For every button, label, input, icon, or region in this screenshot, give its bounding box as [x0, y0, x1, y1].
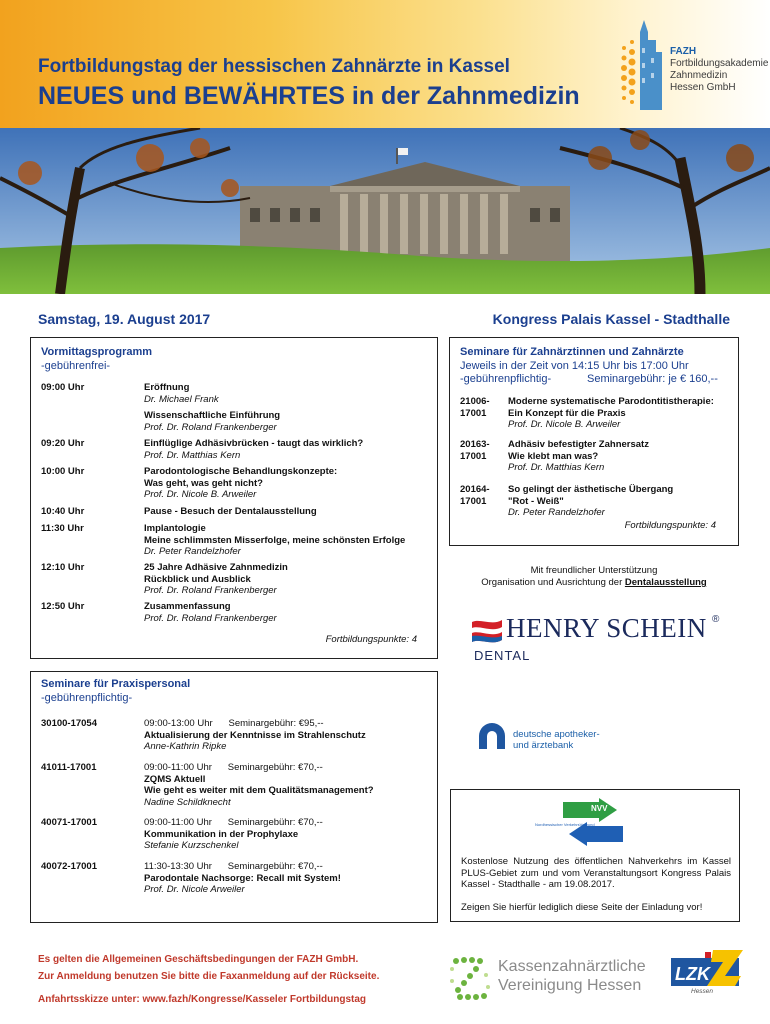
nvv-label: NVV: [591, 804, 608, 813]
kzv-logo: [448, 953, 648, 1001]
fazh-tower-icon: [620, 18, 666, 118]
fazh-line: Hessen GmbH: [670, 82, 736, 93]
header-banner: [0, 0, 770, 132]
program-title: Zusammenfassung: [144, 601, 231, 612]
dentist-seminars-box: [449, 337, 739, 546]
fazh-line: Zahnmedizin: [670, 70, 728, 81]
support-note: [449, 565, 739, 589]
registration-note: Zur Anmeldung benutzen Sie bitte die Faxanmeldung auf der Rückseite.: [38, 971, 380, 982]
seminar-fee: Seminargebühr: €70,--: [227, 762, 323, 773]
seminar-code: 20163-: [460, 439, 490, 450]
program-title2: Was geht, was geht nicht?: [144, 477, 263, 489]
support-line: Mit freundlicher Unterstützung: [530, 565, 658, 576]
seminar-code: 40071-17001: [41, 817, 97, 828]
seminar-time: 09:00-11:00 Uhr: [144, 762, 212, 773]
morning-heading: Vormittagsprogramm: [41, 346, 153, 358]
staff-seminars-box: [30, 671, 438, 923]
apobank-logo: [475, 713, 615, 757]
program-time: 09:20 Uhr: [41, 438, 85, 449]
program-title2: Meine schlimmsten Misserfolge, meine schönsten Erfolge: [144, 534, 406, 546]
palace-image: [0, 128, 770, 294]
program-time: 12:50 Uhr: [41, 601, 85, 612]
seminar-speaker: Prof. Dr. Nicole B. Arweiler: [508, 419, 621, 430]
seminar-title2: Ein Konzept für die Praxis: [508, 407, 626, 419]
program-title2: Rückblick und Ausblick: [144, 573, 251, 585]
dentist-fee-value: Seminargebühr: je € 160,--: [587, 373, 718, 385]
seminar-title: Aktualisierung der Kenntnisse im Strahlenschutz: [144, 729, 366, 741]
program-speaker: Dr. Michael Frank: [144, 393, 219, 405]
seminar-speaker: Nadine Schildknecht: [144, 796, 231, 808]
seminar-title: Kommunikation in der Prophylaxe: [144, 828, 299, 840]
morning-fee: -gebührenfrei-: [41, 360, 111, 372]
henry-schein-flag-icon: [470, 618, 504, 644]
kzv-line: Vereinigung Hessen: [498, 977, 642, 994]
seminar-title2: Wie klebt man was?: [508, 450, 599, 462]
seminar-speaker: Prof. Dr. Nicole Arweiler: [144, 884, 245, 895]
kzv-name: [498, 957, 646, 995]
support-prefix: Organisation und Ausrichtung der: [481, 577, 625, 588]
dentist-heading: Seminare für Zahnärztinnen und Zahnärzte: [460, 346, 684, 358]
staff-heading: Seminare für Praxispersonal: [41, 678, 191, 690]
support-link: Dentalausstellung: [624, 577, 707, 588]
nvv-sub: Nordhessischer VerkehrsVerbund: [535, 822, 595, 827]
event-subtitle: NEUES und BEWÄHRTES in der Zahnmedizin: [38, 82, 580, 110]
kzv-z-icon: [448, 955, 492, 1001]
program-title: Pause - Besuch der Dentalausstellung: [144, 506, 317, 517]
program-time: 10:40 Uhr: [41, 506, 85, 517]
event-date: Samstag, 19. August 2017: [38, 311, 211, 327]
henry-schein-sub: DENTAL: [474, 648, 531, 663]
seminar-fee: Seminargebühr: €70,--: [227, 817, 323, 828]
lzk-sub: Hessen: [691, 988, 714, 995]
program-time: 09:00 Uhr: [41, 382, 85, 393]
apobank-name: [513, 729, 600, 751]
event-venue: Kongress Palais Kassel - Stadthalle: [492, 311, 730, 327]
seminar-title: Parodontale Nachsorge: Recall mit System!: [144, 872, 341, 884]
directions-link[interactable]: Anfahrtsskizze unter: www.fazh/Kongresse/Kasseler Fortbildungstag: [38, 994, 367, 1005]
fazh-line: Fortbildungsakademie: [670, 58, 769, 69]
seminar-speaker: Anne-Kathrin Ripke: [144, 741, 227, 752]
seminar-code: 40072-17001: [41, 861, 97, 872]
seminar-title2: Wie geht es weiter mit dem Qualitätsmanagement?: [144, 785, 374, 796]
registered-icon: ®: [712, 614, 720, 625]
seminar-fee: Seminargebühr: €70,--: [227, 861, 323, 872]
kzv-line: Kassenzahnärztliche: [498, 958, 646, 975]
program-speaker: Prof. Dr. Nicole B. Arweiler: [144, 489, 257, 500]
seminar-title: So gelingt der ästhetische Übergang: [508, 484, 674, 495]
fazh-name: [670, 46, 768, 94]
apobank-icon: [475, 719, 509, 753]
apobank-line: deutsche apotheker-: [513, 729, 600, 740]
seminar-code: 21006-: [460, 396, 490, 407]
seminar-code: 20164-: [460, 484, 490, 495]
program-time: 10:00 Uhr: [41, 466, 85, 477]
seminar-speaker: Prof. Dr. Matthias Kern: [508, 462, 605, 473]
seminar-time: 11:30-13:30 Uhr: [144, 861, 212, 872]
program-title: Wissenschaftliche Einführung: [144, 410, 281, 421]
seminar-title2: "Rot - Weiß": [508, 495, 564, 507]
staff-fee: -gebührenpflichtig-: [41, 692, 133, 704]
program-speaker: Prof. Dr. Roland Frankenberger: [144, 612, 277, 624]
program-speaker: Prof. Dr. Roland Frankenberger: [144, 585, 277, 596]
fazh-logo: [620, 18, 769, 128]
dentist-time-range: Jeweils in der Zeit von 14:15 Uhr bis 17:00 Uhr: [460, 360, 689, 372]
lzk-logo: [665, 950, 745, 1002]
fazh-brand: FAZH: [670, 46, 697, 57]
program-time: 12:10 Uhr: [41, 562, 85, 573]
seminar-time: 09:00-11:00 Uhr: [144, 817, 212, 828]
apobank-line: und ärztebank: [513, 740, 574, 751]
seminar-code: 17001: [460, 407, 487, 419]
transport-box: [450, 789, 740, 922]
footer-notes: [38, 951, 379, 985]
dentist-points: Fortbildungspunkte: 4: [624, 520, 716, 531]
transport-note: Zeigen Sie hierfür lediglich diese Seite der Einladung vor!: [461, 902, 703, 913]
transport-text: Kostenlose Nutzung des öffentlichen Nahverkehrs im Kassel PLUS-Gebiet zum und vom Veranstaltungsort Kongress Palais Kassel - Stadthalle - am 19.08.2017.: [461, 856, 731, 890]
program-speaker: Prof. Dr. Matthias Kern: [144, 449, 241, 461]
program-speaker: Prof. Dr. Roland Frankenberger: [144, 421, 277, 433]
seminar-code: 17001: [460, 450, 487, 462]
palace-photo: [0, 128, 770, 294]
seminar-title: Moderne systematische Parodontitistherapie:: [508, 396, 714, 407]
dentist-fee-label: -gebührenpflichtig-: [460, 373, 552, 385]
morning-program-box: [30, 337, 438, 659]
seminar-code: 30100-17054: [41, 718, 97, 729]
nvv-logo: [533, 798, 653, 850]
program-speaker: Dr. Peter Randelzhofer: [144, 546, 241, 557]
event-title: Fortbildungstag der hessischen Zahnärzte in Kassel: [38, 56, 510, 77]
program-title: Einflüglige Adhäsivbrücken - taugt das wirklich?: [144, 438, 364, 449]
seminar-code: 41011-17001: [41, 762, 97, 773]
seminar-time: 09:00-13:00 Uhr: [144, 718, 213, 729]
seminar-code: 17001: [460, 495, 487, 507]
morning-points: Fortbildungspunkte: 4: [325, 634, 417, 645]
seminar-title: ZQMS Aktuell: [144, 773, 206, 785]
lzk-name: LZK: [675, 964, 710, 984]
terms-note: Es gelten die Allgemeinen Geschäftsbedingungen der FAZH GmbH.: [38, 954, 359, 965]
henry-schein-name: HENRY SCHEIN: [506, 613, 707, 643]
program-title: 25 Jahre Adhäsive Zahnmedizin: [144, 562, 288, 573]
seminar-speaker: Stefanie Kurzschenkel: [144, 840, 239, 851]
program-time: 11:30 Uhr: [41, 523, 84, 534]
program-title: Eröffnung: [144, 382, 190, 393]
program-title: Implantologie: [144, 523, 206, 534]
seminar-fee: Seminargebühr: €95,--: [228, 718, 324, 729]
henry-schein-logo: [470, 612, 740, 664]
seminar-speaker: Dr. Peter Randelzhofer: [508, 507, 605, 518]
seminar-title: Adhäsiv befestigter Zahnersatz: [508, 439, 649, 450]
program-title: Parodontologische Behandlungskonzepte:: [144, 466, 338, 477]
